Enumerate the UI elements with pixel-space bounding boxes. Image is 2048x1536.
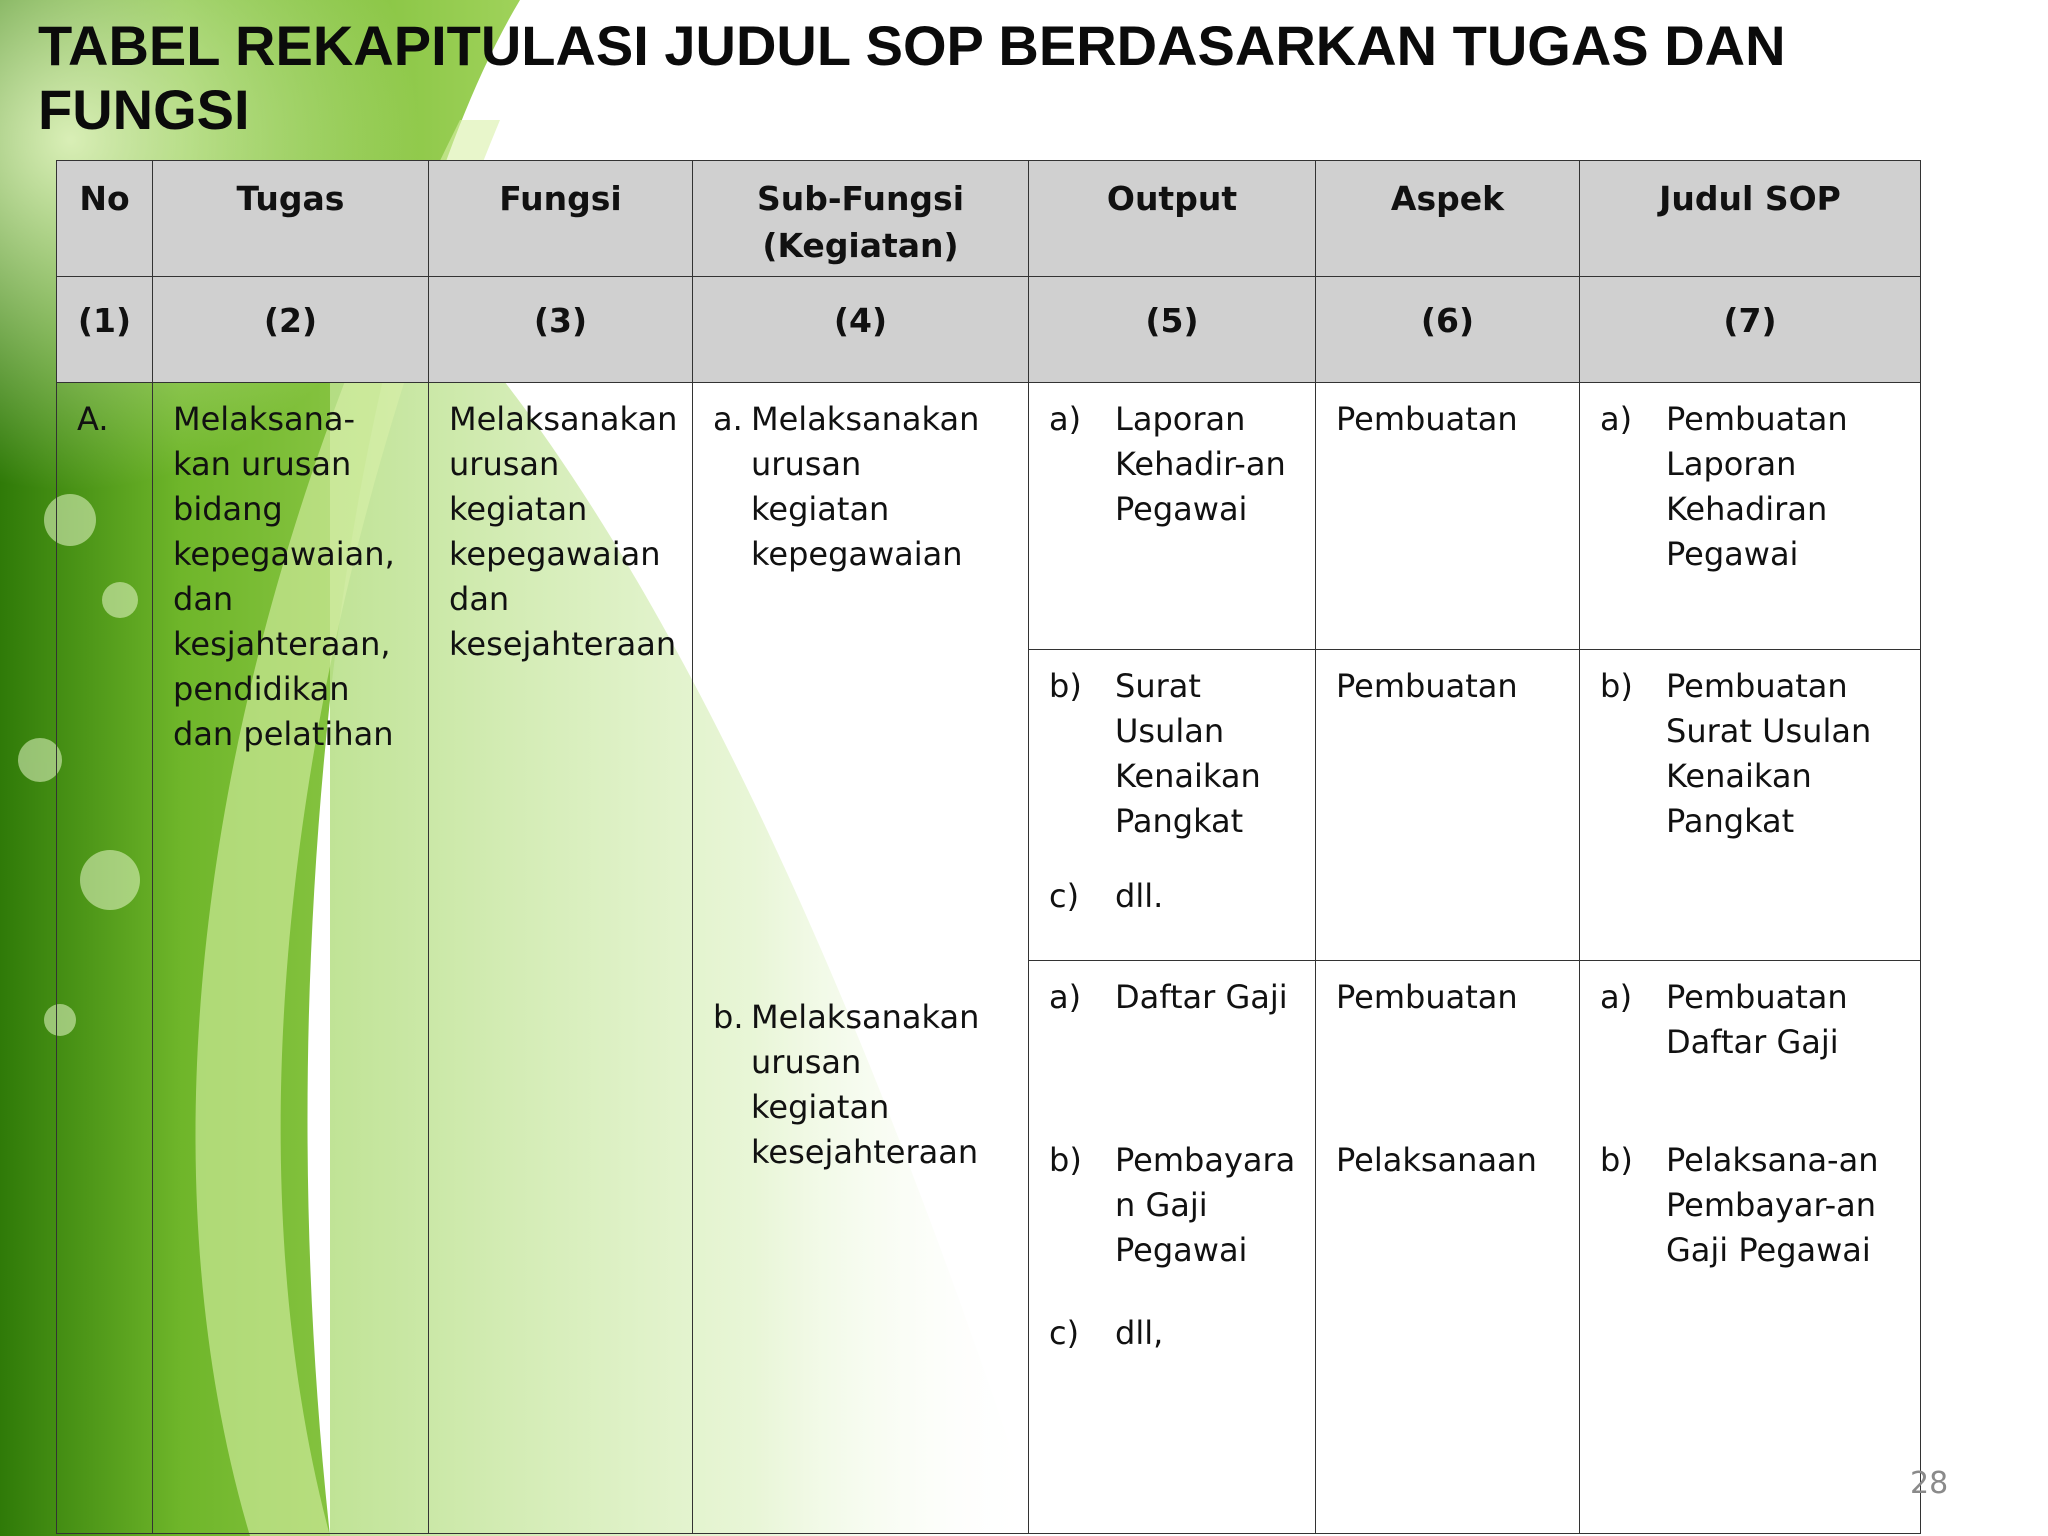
output-cell xyxy=(1029,961,1316,1534)
aspek-cell xyxy=(1316,961,1580,1534)
col-number: (4) xyxy=(693,277,1029,383)
page-number: 28 xyxy=(1910,1466,1949,1501)
list-item xyxy=(1029,650,1315,844)
output-text: Laporan Kehadir-an Pegawai xyxy=(1115,400,1286,528)
list-marker: b. xyxy=(713,998,744,1036)
list-item xyxy=(1580,383,1920,577)
table-header-row xyxy=(57,161,1921,277)
col-number: (3) xyxy=(429,277,693,383)
list-marker: b) xyxy=(1049,667,1082,705)
judul-cell xyxy=(1580,650,1921,961)
judul-cell xyxy=(1580,961,1921,1534)
list-item xyxy=(1029,961,1315,1020)
col-number: (1) xyxy=(57,277,153,383)
header-judul-sop: Judul SOP xyxy=(1580,161,1921,277)
list-item xyxy=(693,383,1028,577)
list-marker: a) xyxy=(1600,978,1633,1016)
judul-text: Pelaksana-an Pembayar-an Gaji Pegawai xyxy=(1666,1141,1879,1269)
table-row xyxy=(57,383,1921,650)
list-item xyxy=(1029,383,1315,532)
tugas-text: Melaksana-kan urusan bidang kepegawaian, dan kesjahteraan, pendidikan dan pelatihan xyxy=(173,400,395,753)
header-output: Output xyxy=(1029,161,1316,277)
slide-title: TABEL REKAPITULASI JUDUL SOP BERDASARKAN TUGAS DAN FUNGSI xyxy=(38,14,1786,141)
header-sub-fungsi-line2: (Kegiatan) xyxy=(762,226,959,265)
row-number: A. xyxy=(77,400,109,438)
judul-text: Pembuatan Daftar Gaji xyxy=(1666,978,1848,1061)
list-item xyxy=(1580,650,1920,844)
sub-fungsi-a: Melaksanakan urusan kegiatan kepegawaian xyxy=(751,400,980,573)
list-item xyxy=(1029,1311,1315,1356)
judul-cell xyxy=(1580,383,1921,650)
output-text: Surat Usulan Kenaikan Pangkat xyxy=(1115,667,1261,840)
col-number: (6) xyxy=(1316,277,1580,383)
list-marker: b) xyxy=(1600,667,1633,705)
output-cell xyxy=(1029,650,1316,961)
list-marker: c) xyxy=(1049,877,1080,915)
fungsi-cell xyxy=(429,383,693,1534)
aspek-text: Pembuatan xyxy=(1336,667,1518,705)
sub-fungsi-b: Melaksanakan urusan kegiatan kesejahteraan xyxy=(751,998,980,1171)
output-text: Pembayara n Gaji Pegawai xyxy=(1115,1141,1296,1269)
header-sub-fungsi xyxy=(693,161,1029,277)
output-text: dll. xyxy=(1115,877,1164,915)
aspek-cell xyxy=(1316,383,1580,650)
aspek-text: Pelaksanaan xyxy=(1336,1141,1537,1179)
list-item xyxy=(1580,961,1920,1065)
judul-text: Pembuatan Surat Usulan Kenaikan Pangkat xyxy=(1666,667,1872,840)
no-cell xyxy=(57,383,153,1534)
col-number: (2) xyxy=(153,277,429,383)
header-tugas: Tugas xyxy=(153,161,429,277)
list-item xyxy=(1029,874,1315,919)
judul-text: Pembuatan Laporan Kehadiran Pegawai xyxy=(1666,400,1848,573)
header-fungsi: Fungsi xyxy=(429,161,693,277)
output-cell xyxy=(1029,383,1316,650)
col-number: (7) xyxy=(1580,277,1921,383)
aspek-text: Pembuatan xyxy=(1336,400,1518,438)
header-no: No xyxy=(57,161,153,277)
list-marker: a. xyxy=(713,400,743,438)
output-text: Daftar Gaji xyxy=(1115,978,1288,1016)
list-item xyxy=(1580,1138,1920,1273)
output-text: dll, xyxy=(1115,1314,1164,1352)
table-number-row xyxy=(57,277,1921,383)
list-marker: b) xyxy=(1049,1141,1082,1179)
header-aspek: Aspek xyxy=(1316,161,1580,277)
list-item xyxy=(1029,1138,1315,1273)
sop-recap-table xyxy=(56,160,1921,1534)
list-marker: c) xyxy=(1049,1314,1080,1352)
sub-fungsi-cell xyxy=(693,383,1029,1534)
aspek-cell xyxy=(1316,650,1580,961)
list-marker: b) xyxy=(1600,1141,1633,1179)
list-item xyxy=(693,981,1028,1175)
aspek-text: Pembuatan xyxy=(1336,978,1518,1016)
list-marker: a) xyxy=(1049,978,1082,1016)
fungsi-text: Melaksanakan urusan kegiatan kepegawaian dan kesejahteraan xyxy=(449,400,678,663)
list-marker: a) xyxy=(1600,400,1633,438)
tugas-cell xyxy=(153,383,429,1534)
col-number: (5) xyxy=(1029,277,1316,383)
header-sub-fungsi-line1: Sub-Fungsi xyxy=(756,179,965,218)
list-marker: a) xyxy=(1049,400,1082,438)
